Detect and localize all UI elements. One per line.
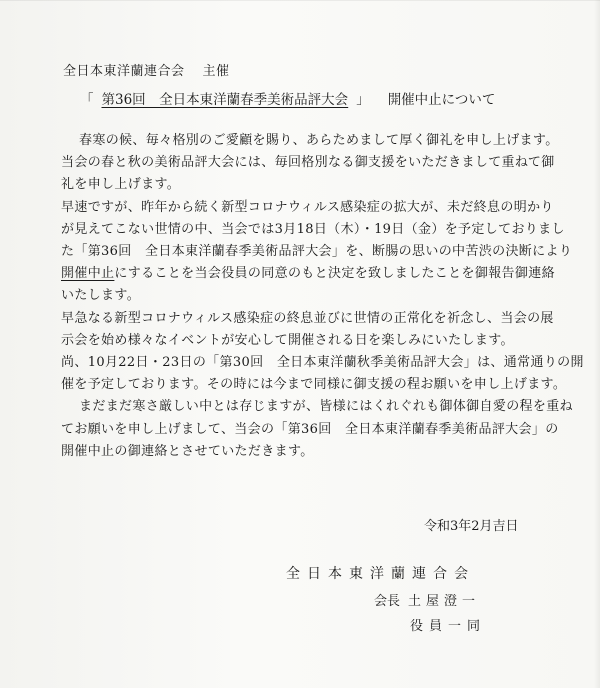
chair-name: 土屋澄一 (408, 594, 481, 609)
title-suffix: 開催中止について (387, 92, 496, 108)
underlined-cancellation: 開催中止 (61, 266, 115, 282)
body-line-5: が見えてこない世情の中、当会では3月18日（木）・19日（金）を予定しておりまし (61, 221, 565, 237)
document-title (80, 88, 495, 108)
body-line-1: 春寒の候、毎々格別のご愛顧を賜り、あらためまして厚く御礼を申し上げます。 (79, 133, 559, 148)
body-line-7-text: にすることを当会役員の同意のもと決定を致しましたことを御報告御連絡 (114, 266, 555, 282)
letter-date: 令和3年2月吉日 (424, 519, 519, 534)
title-open-bracket: 「 (80, 92, 94, 108)
chair-title: 会長 (374, 594, 401, 609)
signature-organization: 全日本東洋蘭連合会 (286, 566, 475, 582)
organizer-line (63, 60, 230, 79)
organizer-role: 主催 (202, 64, 230, 79)
body-line-8: いたします。 (61, 288, 141, 304)
body-line-15: 開催中止の御連絡とさせていただきます。 (61, 443, 314, 459)
body-line-14: てお願いを申し上げまして、当会の「第36回 全日本東洋蘭春季美術品評大会」の (61, 421, 559, 437)
organizer-name: 全日本東洋蘭連合会 (63, 64, 185, 79)
title-close-bracket: 」 (356, 92, 370, 108)
letter-body (61, 130, 584, 463)
body-line-10: 示会を始め様々なイベントが安心して開催される日を楽しみにいたします。 (61, 332, 514, 348)
signature-chair (374, 590, 480, 609)
signature-officers: 役員一同 (410, 619, 487, 634)
body-line-13: まだまだ寒さ厳しい中とは存じますが、皆様にはくれぐれも御体御自愛の程を重ね (79, 399, 573, 415)
page-edge-shadow (594, 0, 600, 688)
title-event-name: 第36回 全日本東洋蘭春季美術品評大会 (101, 92, 349, 108)
body-line-11: 尚、10月22日・23日の「第30回 全日本東洋蘭秋季美術品評大会」は、通常通りの開 (61, 355, 584, 371)
page-edge (0, 0, 600, 1)
body-line-3: 礼を申し上げます。 (61, 177, 181, 193)
body-line-4: 早速ですが、昨年から続く新型コロナウィルス感染症の拡大が、未だ終息の明かり (61, 199, 554, 215)
body-line-2: 当会の春と秋の美術品評大会には、毎回格別なる御支援をいただきまして重ねて御 (61, 155, 555, 171)
body-line-12: 催を予定しております。その時には今まで同様に御支援の程お願いを申し上げます。 (61, 377, 567, 393)
body-line-9: 早急なる新型コロナウィルス感染症の終息並びに世情の正常化を祈念し、当会の展 (61, 310, 554, 326)
body-line-7 (61, 263, 561, 285)
body-line-6: た「第36回 全日本東洋蘭春季美術品評大会」を、断腸の思いの中苦渋の決断により (61, 244, 573, 260)
